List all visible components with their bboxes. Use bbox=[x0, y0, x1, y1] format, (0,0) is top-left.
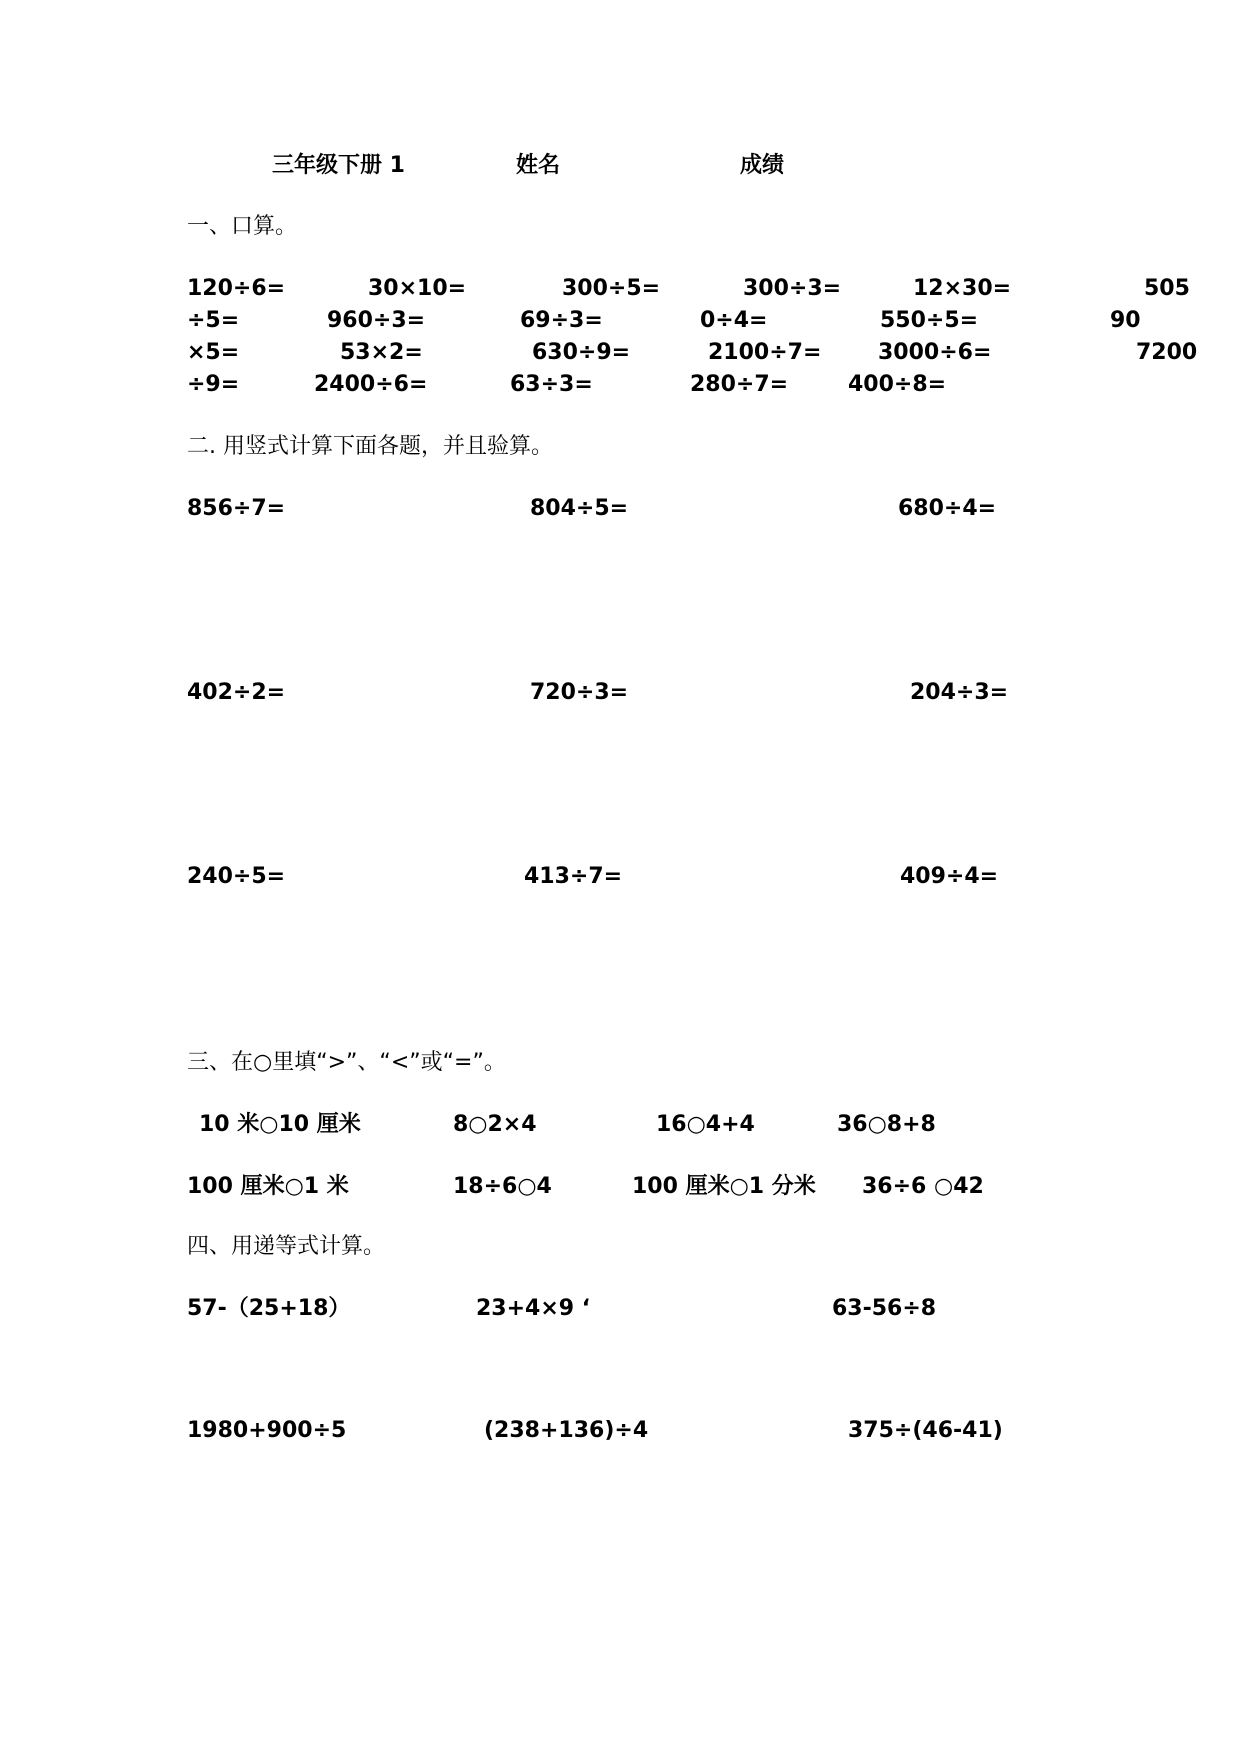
vertical-item: 204÷3= bbox=[910, 680, 1009, 705]
stepwise-item: 1980+900÷5 bbox=[187, 1418, 347, 1443]
compare-item: 36÷6 ○42 bbox=[862, 1174, 984, 1199]
compare-item: 100 厘米○1 米 bbox=[187, 1174, 349, 1199]
compare-item: 36○8+8 bbox=[837, 1112, 936, 1137]
vertical-item: 240÷5= bbox=[187, 864, 286, 889]
vertical-item: 856÷7= bbox=[187, 496, 286, 521]
mental-item: 2400÷6= bbox=[314, 372, 428, 397]
mental-item: 2100÷7= bbox=[708, 340, 822, 365]
mental-item: 90 bbox=[1110, 308, 1141, 333]
mental-item: ÷9= bbox=[187, 372, 240, 397]
mental-item: 300÷5= bbox=[562, 276, 661, 301]
mental-item: 960÷3= bbox=[327, 308, 426, 333]
compare-item: 100 厘米○1 分米 bbox=[632, 1174, 816, 1199]
mental-item: 30×10= bbox=[368, 276, 467, 301]
mental-item: 69÷3= bbox=[520, 308, 603, 333]
grade-title: 三年级下册 1 bbox=[272, 153, 405, 178]
mental-item: 630÷9= bbox=[532, 340, 631, 365]
mental-item: 12×30= bbox=[913, 276, 1012, 301]
mental-item: 7200 bbox=[1136, 340, 1198, 365]
stepwise-item: 375÷(46-41) bbox=[848, 1418, 1003, 1443]
vertical-item: 720÷3= bbox=[530, 680, 629, 705]
compare-item: 16○4+4 bbox=[656, 1112, 755, 1137]
section-1-title: 一、口算。 bbox=[187, 214, 298, 239]
mental-item: ×5= bbox=[187, 340, 240, 365]
vertical-item: 804÷5= bbox=[530, 496, 629, 521]
vertical-item: 413÷7= bbox=[524, 864, 623, 889]
section-3-title: 三、在○里填“>”、“<”或“=”。 bbox=[187, 1050, 506, 1075]
mental-item: 280÷7= bbox=[690, 372, 789, 397]
mental-item: 505 bbox=[1144, 276, 1190, 301]
vertical-item: 402÷2= bbox=[187, 680, 286, 705]
name-label: 姓名 bbox=[516, 153, 561, 178]
mental-item: 400÷8= bbox=[848, 372, 947, 397]
stepwise-item: 57-（25+18） bbox=[187, 1296, 351, 1321]
section-4-title: 四、用递等式计算。 bbox=[187, 1234, 386, 1259]
mental-item: ÷5= bbox=[187, 308, 240, 333]
section-2-title: 二. 用竖式计算下面各题，并且验算。 bbox=[187, 434, 553, 459]
mental-item: 63÷3= bbox=[510, 372, 593, 397]
stepwise-item: 63-56÷8 bbox=[832, 1296, 937, 1321]
compare-item: 8○2×4 bbox=[453, 1112, 537, 1137]
compare-item: 10 米○10 厘米 bbox=[199, 1112, 361, 1137]
stepwise-item: 23+4×9 ‘ bbox=[476, 1296, 591, 1321]
mental-item: 0÷4= bbox=[700, 308, 768, 333]
score-label: 成绩 bbox=[740, 153, 785, 178]
mental-item: 53×2= bbox=[340, 340, 423, 365]
mental-item: 120÷6= bbox=[187, 276, 286, 301]
vertical-item: 409÷4= bbox=[900, 864, 999, 889]
vertical-item: 680÷4= bbox=[898, 496, 997, 521]
mental-item: 3000÷6= bbox=[878, 340, 992, 365]
stepwise-item: (238+136)÷4 bbox=[484, 1418, 649, 1443]
compare-item: 18÷6○4 bbox=[453, 1174, 552, 1199]
mental-item: 550÷5= bbox=[880, 308, 979, 333]
mental-item: 300÷3= bbox=[743, 276, 842, 301]
